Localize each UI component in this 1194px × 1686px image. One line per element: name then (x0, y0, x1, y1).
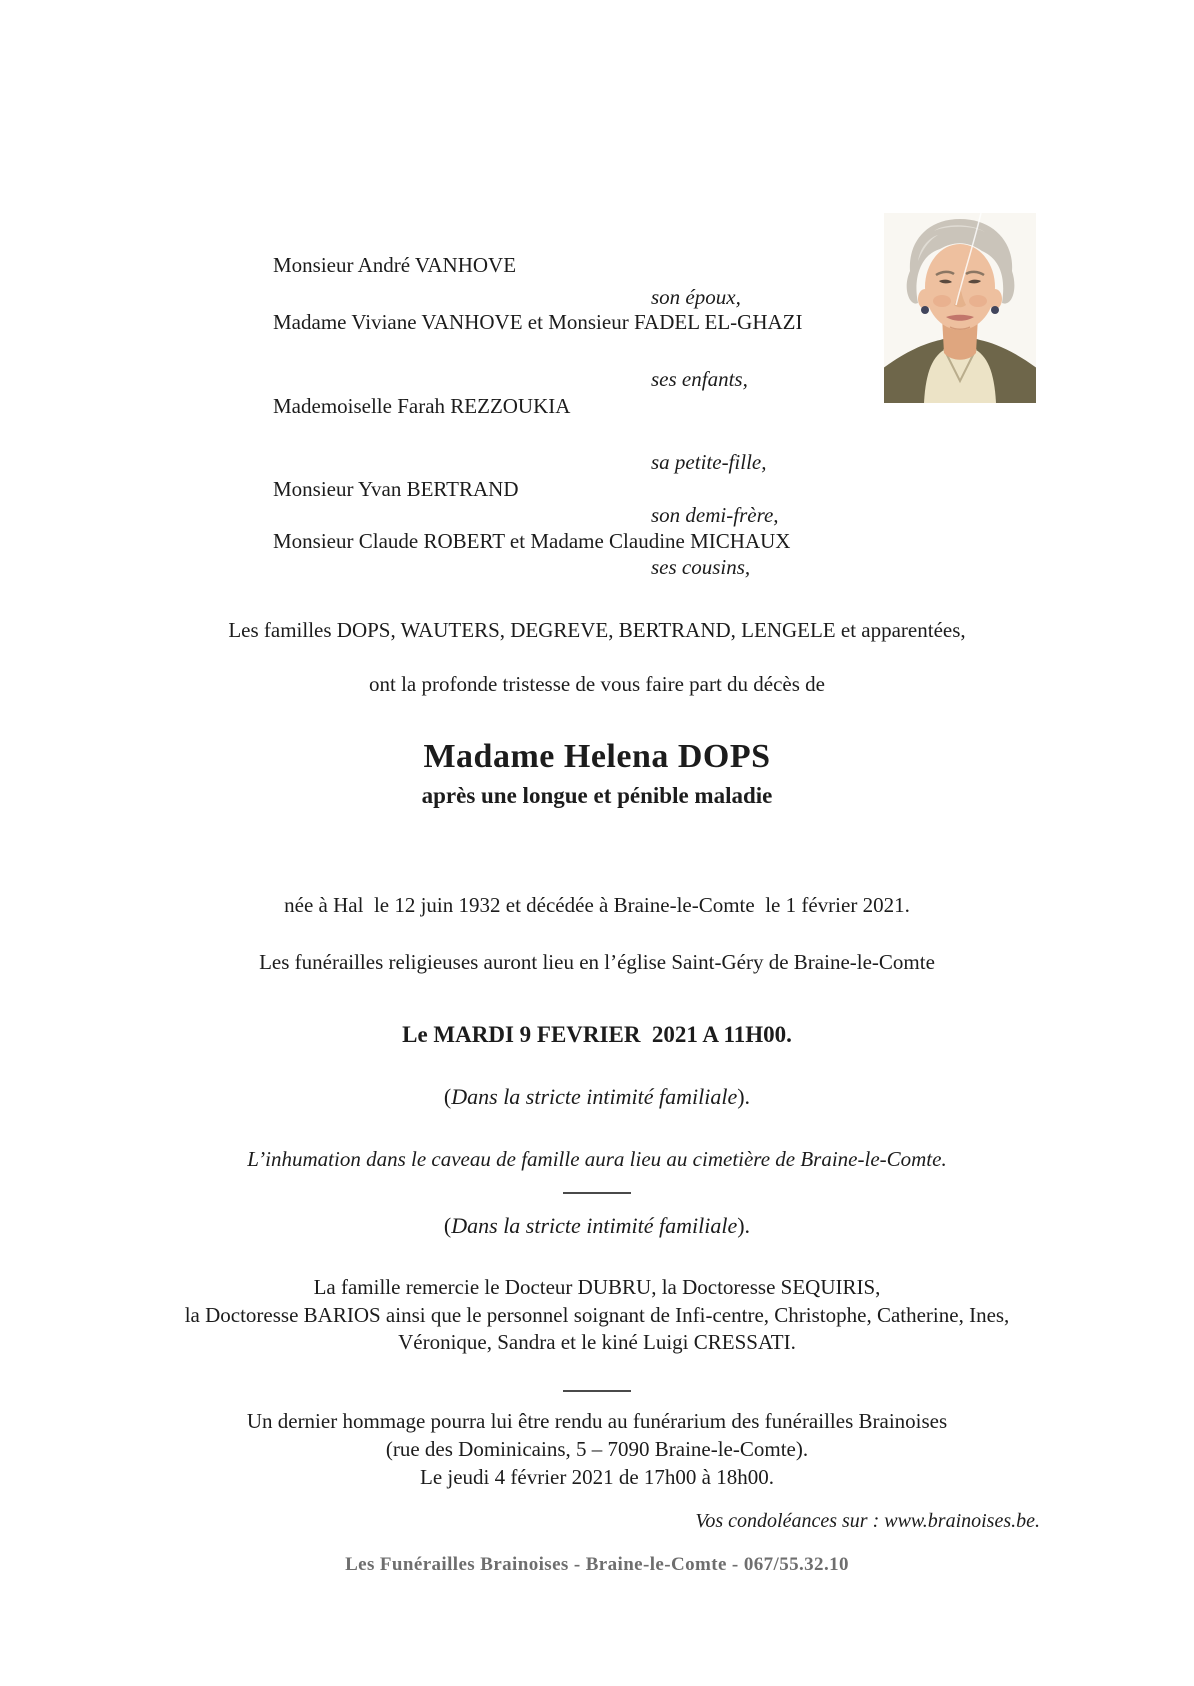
church-line: Les funérailles religieuses auront lieu en l’église Saint-Géry de Braine-le-Comte (259, 950, 935, 974)
separator-line-2 (563, 1390, 631, 1392)
deceased-name: Madame Helena DOPS (423, 738, 771, 775)
paren-close-2: ). (737, 1213, 751, 1238)
privacy-note-2 (0, 1212, 1194, 1239)
privacy-text-1: Dans la stricte intimité familiale (451, 1084, 738, 1109)
family-name-cousins: Monsieur Claude ROBERT et Madame Claudine MICHAUX (273, 529, 791, 553)
burial-line: L’inhumation dans le caveau de famille aura lieu au cimetière de Braine-le-Comte. (247, 1147, 947, 1171)
relation-cousins: ses cousins, (651, 555, 751, 579)
homage-line-3: Le jeudi 4 février 2021 de 17h00 à 18h00. (420, 1465, 774, 1489)
funeral-home-footer: Les Funérailles Brainoises - Braine-le-Comte - 067/55.32.10 (345, 1554, 849, 1575)
family-name-spouse: Monsieur André VANHOVE (273, 253, 517, 277)
thanks-line-3: Véronique, Sandra et le kiné Luigi CRESSATI. (398, 1330, 796, 1354)
paren-close: ). (737, 1084, 751, 1109)
families-line: Les familles DOPS, WAUTERS, DEGREVE, BERTRAND, LENGELE et apparentées, (228, 618, 966, 642)
homage-line-2: (rue des Dominicains, 5 – 7090 Braine-le-Comte). (385, 1437, 809, 1461)
photo-earring-right (991, 306, 999, 314)
paren-open-2: ( (443, 1213, 452, 1238)
paren-open: ( (443, 1084, 452, 1109)
photo-cheek-left (933, 295, 951, 307)
photo-cheek-right (969, 295, 987, 307)
relation-spouse: son époux, (651, 285, 741, 309)
thanks-line-1: La famille remercie le Docteur DUBRU, la Doctoresse SEQUIRIS, (313, 1275, 881, 1299)
separator-line-1 (563, 1192, 631, 1194)
homage-line-1: Un dernier hommage pourra lui être rendu au funérarium des funérailles Brainoises (246, 1409, 948, 1433)
portrait-photo (884, 213, 1036, 403)
photo-earring-left (921, 306, 929, 314)
family-name-granddaughter: Mademoiselle Farah REZZOUKIA (273, 394, 571, 418)
thanks-line-2: la Doctoresse BARIOS ainsi que le personnel soignant de Infi-centre, Christophe, Catherine, Ines, (184, 1303, 1010, 1327)
relation-granddaughter: sa petite-fille, (651, 450, 767, 474)
sorrow-line: ont la profonde tristesse de vous faire part du décès de (368, 672, 825, 696)
relation-halfbrother: son demi-frère, (651, 503, 779, 527)
funeral-date-line: Le MARDI 9 FEVRIER 2021 A 11H00. (402, 1022, 792, 1047)
birth-death-line: née à Hal le 12 juin 1932 et décédée à Braine-le-Comte le 1 février 2021. (284, 893, 910, 917)
cause-line: après une longue et pénible maladie (421, 783, 773, 808)
family-name-halfbrother: Monsieur Yvan BERTRAND (273, 477, 519, 501)
relation-children: ses enfants, (651, 367, 748, 391)
condolences-line: Vos condoléances sur : www.brainoises.be. (695, 1510, 1040, 1532)
privacy-note-1 (0, 1083, 1194, 1110)
privacy-text-2: Dans la stricte intimité familiale (451, 1213, 738, 1238)
family-name-children: Madame Viviane VANHOVE et Monsieur FADEL EL-GHAZI (273, 310, 803, 334)
